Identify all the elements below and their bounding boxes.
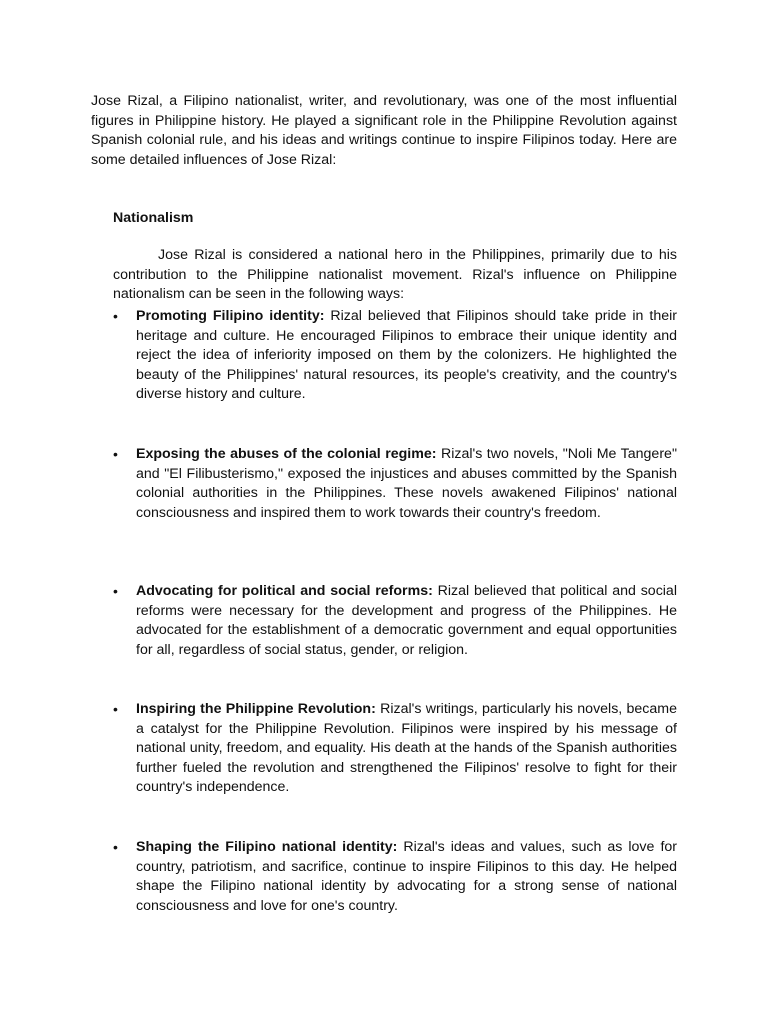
list-item-text bbox=[136, 307, 677, 405]
list-item-body: Rizal's two novels, "Noli Me Tangere" and "El Filibusterismo," exposed the injustices and abuses committed by the Spanish colonial authorities in the Philippines. These novels awakened Filipinos' national consciousness and inspired them to work towards their country's freedom. bbox=[136, 446, 677, 521]
list-item-text bbox=[136, 445, 677, 523]
list-item-title: Inspiring the Philippine Revolution: bbox=[136, 701, 376, 717]
list-item bbox=[113, 307, 677, 405]
section-heading: Nationalism bbox=[113, 210, 194, 226]
intro-paragraph: Jose Rizal, a Filipino nationalist, writer, and revolutionary, was one of the most influential figures in Philippine history. He played a significant role in the Philippine Revolution against Spanish colonial rule, and his ideas and writings continue to inspire Filipinos today. Here are some detailed influences of Jose Rizal: bbox=[91, 93, 677, 168]
list-item-body: Rizal's ideas and values, such as love for country, patriotism, and sacrifice, continue to inspire Filipinos to this day. He helped shape the Filipino national identity by advocating for a strong sense of national consciousness and love for one's country. bbox=[136, 839, 678, 914]
list-item-text bbox=[136, 700, 677, 798]
nationalism-section bbox=[113, 208, 678, 914]
list-item-title: Exposing the abuses of the colonial regime: bbox=[136, 446, 437, 462]
list-item-title: Shaping the Filipino national identity: bbox=[136, 839, 398, 855]
bullet-icon: • bbox=[113, 839, 118, 855]
list-item-body: Rizal believed that political and social reforms were necessary for the development and progress of the Philippines. He advocated for the establishment of a democratic government and equal opportunities for all, regardless of social status, gender, or religion. bbox=[136, 583, 677, 658]
list-item-title: Promoting Filipino identity: bbox=[136, 308, 325, 324]
bullet-icon: • bbox=[113, 583, 118, 599]
bullet-icon: • bbox=[113, 308, 118, 324]
list-item-body: Rizal's writings, particularly his novels, became a catalyst for the Philippine Revolution. Filipinos were inspired by his message of national unity, freedom, and equality. His death at the hands of the Spanish authorities further fueled the revolution and strengthened the Filipinos' resolve to fight for their country's independence. bbox=[136, 701, 677, 796]
list-item bbox=[113, 445, 677, 523]
bullet-icon: • bbox=[113, 701, 118, 717]
section-lead-paragraph: Jose Rizal is considered a national hero in the Philippines, primarily due to his contribution to the Philippine nationalist movement. Rizal's influence on Philippine nationalism can be seen in the following ways: bbox=[113, 247, 677, 303]
list-item-body: Rizal believed that Filipinos should take pride in their heritage and culture. He encouraged Filipinos to embrace their unique identity and reject the idea of inferiority imposed on them by the colonizers. He highlighted the beauty of the Philippines' natural resources, its people's creativity, and the country's diverse history and culture. bbox=[136, 308, 677, 403]
list-item-text bbox=[136, 582, 677, 660]
list-item bbox=[113, 700, 677, 798]
bullet-icon: • bbox=[113, 446, 118, 462]
list-item bbox=[113, 582, 677, 660]
list-item bbox=[113, 838, 677, 916]
list-item-title: Advocating for political and social reforms: bbox=[136, 583, 433, 599]
list-item-text bbox=[136, 838, 677, 916]
